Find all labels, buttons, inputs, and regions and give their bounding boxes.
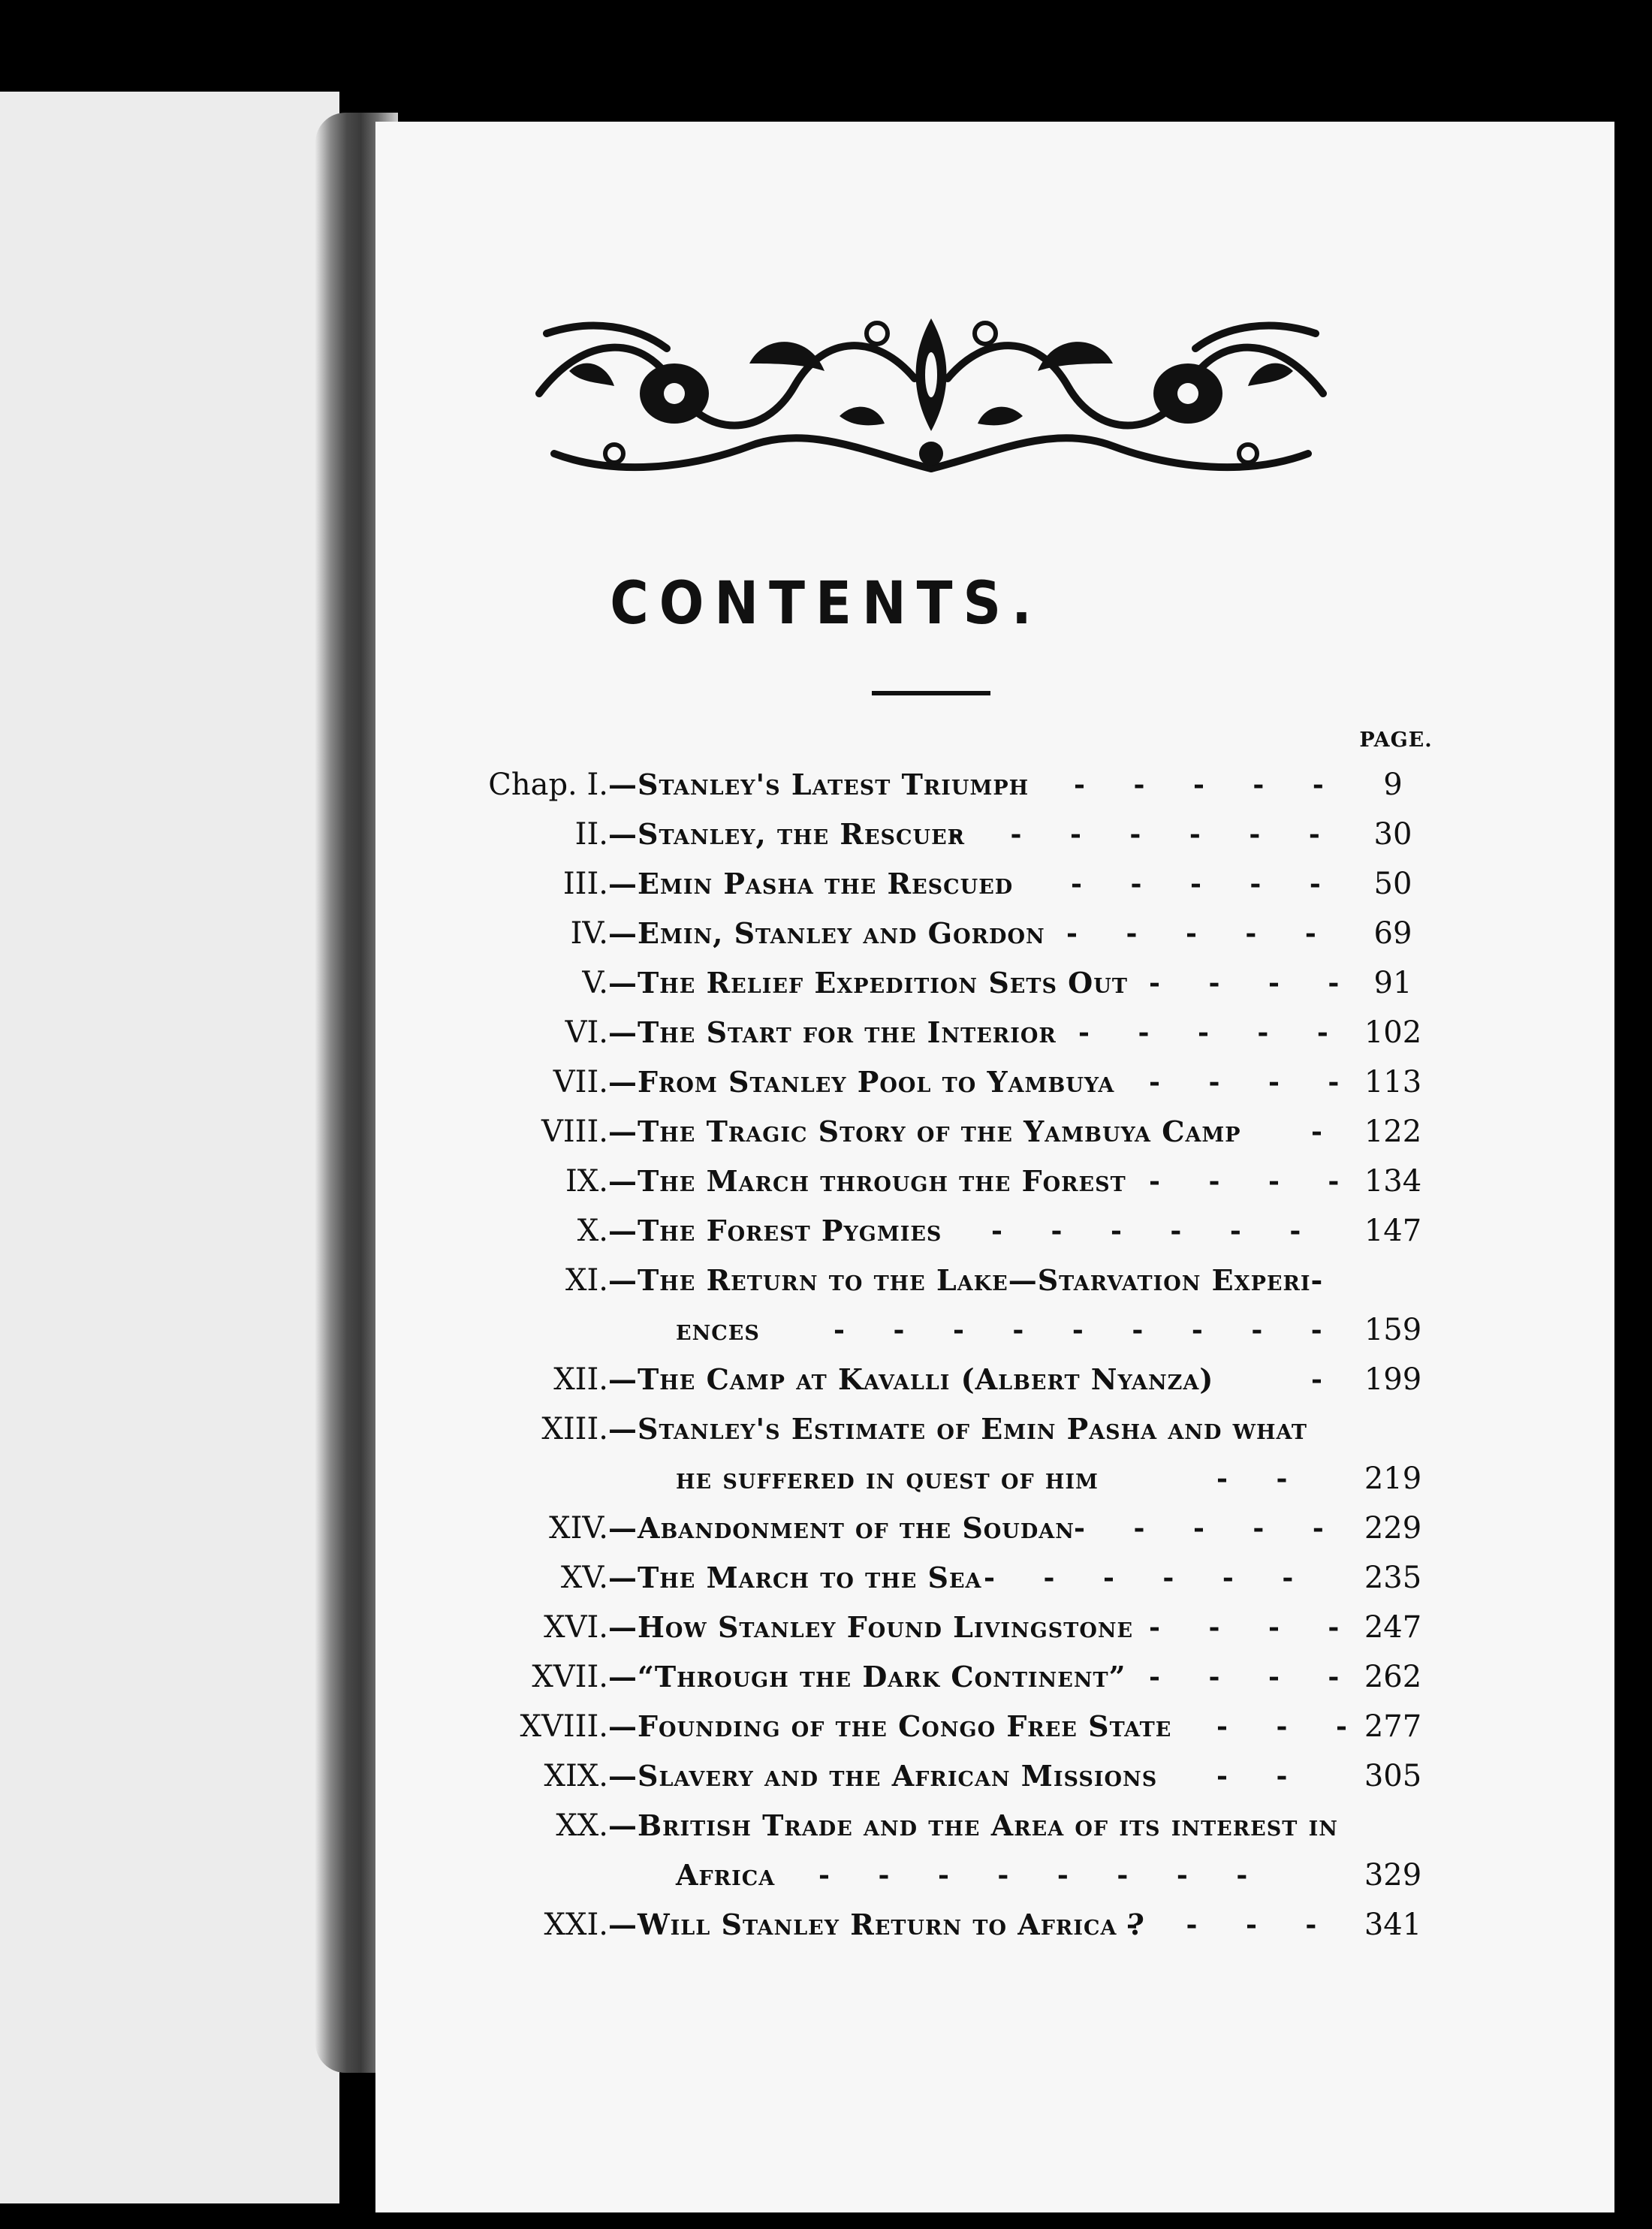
toc-entry (0, 1305, 1652, 1355)
toc-entry (0, 1553, 1652, 1603)
toc-page-number: 159 (1364, 1313, 1422, 1347)
toc-page-number: 219 (1364, 1461, 1422, 1496)
toc-leader-dashes: - - - - (1149, 967, 1359, 999)
toc-chapter-title: —The Relief Expedition Sets Out (608, 966, 1128, 1000)
toc-chapter-title: —The March to the Sea (608, 1561, 982, 1594)
toc-leader-dashes: - - (1216, 1760, 1307, 1792)
toc-entry (0, 1206, 1652, 1256)
toc-entry (0, 1702, 1652, 1751)
toc-leader-dashes: - - - - (1149, 1661, 1359, 1693)
toc-page-number: 262 (1364, 1660, 1422, 1694)
toc-chapter-title: —The March through the Forest (608, 1164, 1126, 1198)
toc-leader-dashes: - - - - - - (984, 1562, 1313, 1594)
toc-chapter-title: Africa (676, 1858, 776, 1892)
toc-page-number: 91 (1373, 966, 1412, 1000)
toc-leader-dashes: - - - - (1149, 1066, 1359, 1098)
toc-chapter-number: VII. (553, 1065, 608, 1099)
toc-page-number: 199 (1364, 1362, 1422, 1397)
toc-leader-dashes: - - - - - - - - (818, 1860, 1268, 1891)
toc-leader-dashes: - - - - - (1066, 918, 1336, 949)
toc-page-number: 9 (1383, 768, 1403, 802)
toc-chapter-number: XVI. (544, 1610, 608, 1645)
toc-chapter-number: XVII. (532, 1660, 608, 1694)
toc-page-number: 341 (1364, 1908, 1422, 1942)
toc-entry (0, 1157, 1652, 1206)
toc-page-number: 50 (1373, 867, 1412, 901)
toc-chapter-title: —From Stanley Pool to Yambuya (608, 1065, 1115, 1099)
toc-chapter-number: XIII. (541, 1412, 608, 1446)
toc-chapter-number: IX. (565, 1164, 608, 1199)
toc-chapter-number: III. (562, 867, 608, 901)
toc-leader-dashes: - - - - - - (991, 1215, 1321, 1247)
toc-leader-dashes: - - - - - (1071, 868, 1340, 900)
toc-page-number: 329 (1364, 1858, 1422, 1893)
toc-chapter-title: —The Return to the Lake—Starvation Experi- (608, 1263, 1324, 1297)
toc-chapter-title: —Stanley, the Rescuer (608, 817, 966, 851)
toc-chapter-title: —The Forest Pygmies (608, 1214, 942, 1247)
toc-leader-dashes: - - - - - - - - - (834, 1314, 1342, 1346)
toc-chapter-title: —Stanley's Estimate of Emin Pasha and what (608, 1412, 1308, 1446)
toc-chapter-number: XIX. (544, 1759, 608, 1793)
toc-entry (0, 1751, 1652, 1801)
toc-page-number: 147 (1364, 1214, 1422, 1248)
toc-page-number: 305 (1364, 1759, 1422, 1793)
toc-chapter-title: —Emin Pasha the Rescued (608, 867, 1014, 900)
toc-chapter-number: XXI. (544, 1908, 608, 1942)
toc-leader-dashes: - - - - (1149, 1166, 1359, 1197)
toc-entry (0, 1850, 1652, 1900)
toc-chapter-title: he suffered in quest of him (676, 1461, 1099, 1495)
toc-entry (0, 1900, 1652, 1950)
toc-leader-dashes: - - - - - - - (951, 819, 1340, 850)
toc-chapter-number: VIII. (541, 1114, 608, 1149)
toc-chapter-title: —British Trade and the Area of its interest in (608, 1808, 1338, 1842)
toc-chapter-number: XI. (565, 1263, 608, 1298)
toc-chapter-title: —The Start for the Interior (608, 1015, 1057, 1049)
toc-leader-dashes: - - (1216, 1463, 1307, 1495)
toc-chapter-number: IV. (570, 916, 608, 951)
toc-page-number: 69 (1373, 916, 1412, 951)
toc-entry (0, 1057, 1652, 1107)
toc-chapter-number: XV. (560, 1561, 608, 1595)
toc-entry (0, 1404, 1652, 1454)
toc-entry (0, 1008, 1652, 1057)
toc-chapter-title: ences (676, 1313, 760, 1347)
toc-page-number: 30 (1373, 817, 1412, 852)
toc-entry (0, 1652, 1652, 1702)
toc-entry (0, 760, 1652, 810)
toc-leader-dashes: - - - - (1126, 1909, 1337, 1941)
toc-entry (0, 1107, 1652, 1157)
toc-page-number: 102 (1364, 1015, 1422, 1050)
toc-entry (0, 1504, 1652, 1553)
toc-chapter-number: XX. (556, 1808, 608, 1843)
toc-entry (0, 859, 1652, 909)
toc-leader-dashes: - - - - - (1078, 1017, 1348, 1048)
toc-entry (0, 810, 1652, 859)
floral-ornament-headpiece (524, 303, 1338, 488)
toc-chapter-number: XVIII. (520, 1709, 608, 1744)
toc-page-number: 247 (1364, 1610, 1422, 1645)
toc-entry (0, 1355, 1652, 1404)
toc-chapter-title: —Emin, Stanley and Gordon (608, 916, 1045, 950)
toc-chapter-number: V. (582, 966, 608, 1000)
toc-page-number: 122 (1364, 1114, 1422, 1149)
toc-page-number: 277 (1364, 1709, 1422, 1744)
page-column-header: PAGE. (1359, 728, 1433, 752)
toc-page-number: 235 (1364, 1561, 1422, 1595)
toc-chapter-title: —The Tragic Story of the Yambuya Camp (608, 1114, 1241, 1148)
page-title: CONTENTS. (610, 570, 1042, 638)
toc-chapter-number: XIV. (549, 1511, 608, 1546)
toc-chapter-title: —The Camp at Kavalli (Albert Nyanza) (608, 1362, 1214, 1396)
toc-page-number: 113 (1364, 1065, 1422, 1099)
toc-chapter-number: Chap. I. (488, 768, 608, 802)
toc-entry (0, 958, 1652, 1008)
toc-leader-dashes: - - - - (1149, 1612, 1359, 1643)
toc-chapter-title: —Abandonment of the Soudan (608, 1511, 1075, 1545)
toc-leader-dashes: - - - - - (1074, 1513, 1343, 1544)
toc-chapter-title: —How Stanley Found Livingstone (608, 1610, 1134, 1644)
toc-entry (0, 1454, 1652, 1504)
toc-chapter-number: X. (577, 1214, 608, 1248)
toc-chapter-number: II. (574, 817, 608, 852)
toc-chapter-number: VI. (565, 1015, 608, 1050)
toc-chapter-title: —Will Stanley Return to Africa ? (608, 1908, 1145, 1941)
toc-entry (0, 1256, 1652, 1305)
toc-chapter-number: XII. (553, 1362, 608, 1397)
toc-leader-dashes: - - - - - (1074, 769, 1343, 801)
toc-chapter-title: —Stanley's Latest Triumph (608, 768, 1029, 801)
toc-chapter-title: —“Through the Dark Continent” (608, 1660, 1126, 1694)
toc-page-number: 134 (1364, 1164, 1422, 1199)
title-rule (872, 691, 990, 695)
toc-chapter-title: —Slavery and the African Missions (608, 1759, 1158, 1793)
toc-leader-dashes: - (1311, 1364, 1342, 1395)
toc-leader-dashes: - - - (1216, 1711, 1367, 1742)
toc-entry (0, 1801, 1652, 1850)
toc-entry (0, 1603, 1652, 1652)
toc-page-number: 229 (1364, 1511, 1422, 1546)
toc-chapter-title: —Founding of the Congo Free State (608, 1709, 1172, 1743)
toc-entry (0, 909, 1652, 958)
toc-leader-dashes: - (1311, 1116, 1342, 1148)
